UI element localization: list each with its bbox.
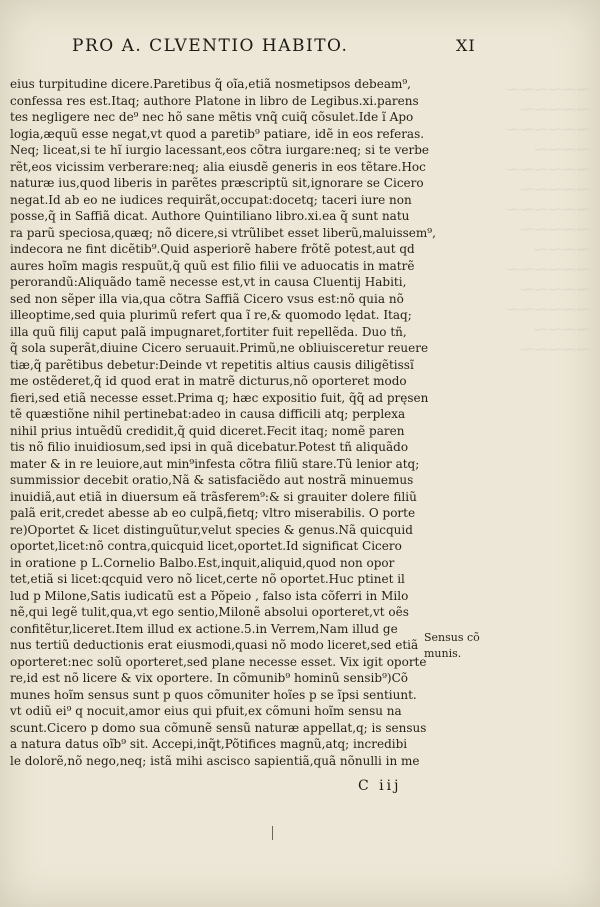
text-line: palã erit,credet abesse ab eo culpã,fietq; vltro miserabilis. O porte (10, 506, 416, 520)
body-text (10, 76, 436, 769)
text-line: tes negligere nec de⁹ nec hõ sane mẽtis vnq̃ cuiq̃ cõsulet.Ide ĩ Apo (10, 110, 414, 124)
text-line: a natura datus oĩb⁹ sit. Accepi,inq̃t,Põtifices magnũ,atq; incredibi (10, 737, 408, 751)
text-line: inuidiã,aut etiã in diuersum eã trãsferem⁹:& si grauiter dolere filiũ (10, 489, 417, 504)
ink-mark (272, 826, 273, 840)
text-line: tiæ,q̃ parẽtibus debetur:Deinde vt repetitis altius causis diligẽtissĩ (10, 357, 414, 372)
text-line: aures hoĩm magis respuũt,q̃ quũ est filio filii ve aduocatis in matrẽ (10, 258, 415, 273)
text-line: indecora ne fint dicẽtib⁹.Quid asperiorẽ habere frõtẽ potest,aut qd (10, 242, 415, 256)
folio-number: XI (456, 36, 476, 55)
text-line: q̃ sola superãt,diuine Cicero seruauit.Primũ,ne obliuisceretur reuere (10, 341, 429, 355)
text-line: re,id est nõ licere & vix oportere. In cõmunib⁹ hominũ sensib⁹)Cõ (10, 671, 408, 685)
margin-note (424, 630, 484, 662)
text-line: tẽ quæstiõne nihil pertinebat:adeo in causa difficili atq; perplexa (10, 407, 406, 421)
text-line: eius turpitudine dicere.Paretibus q̃ oĩa,etiã nosmetipsos debeam⁹, (10, 77, 411, 91)
margin-note-line: munis. (424, 647, 462, 660)
text-line: posse,q̃ in Saffiã dicat. Authore Quintiliano libro.xi.ea q̃ sunt natu (10, 209, 410, 223)
text-line: fieri,sed etiã necesse esset.Prima q; hæc expositio fuit, q̃q̃ ad pręsen (10, 390, 429, 405)
text-line: vt odiũ ei⁹ q nocuit,amor eius qui pfuit,ex cõmuni hoĩm sensu na (10, 704, 402, 718)
text-line: oportet,licet:nõ contra,quicquid licet,oportet.Id significat Cicero (10, 539, 402, 553)
text-line: rẽt,eos vicissim verberare:neq; alia eiusdẽ generis in eos tẽtare.Hoc (10, 159, 426, 174)
text-line: tet,etiã si licet:qcquid vero nõ licet,certe nõ oportet.Huc ptinet il (10, 572, 405, 586)
text-line: Neq; liceat,si te hĩ iurgio lacessant,eos cõtra iurgare:neq; si te verbe (10, 143, 429, 157)
text-line: summissior decebit oratio,Nã & satisfaciẽdo aut nostrã minuemus (10, 473, 414, 487)
text-line: le dolorẽ,nõ nego,neq; istã mihi ascisco sapientiã,quã nõnulli in me (10, 753, 420, 768)
text-line: negat.Id ab eo ne iudices requirãt,occupat:docetq; taceri iure non (10, 192, 412, 207)
text-line: confitẽtur,liceret.Item illud ex actione.5.in Verrem,Nam illud ge (10, 621, 398, 636)
text-line: in oratione p L.Cornelio Balbo.Est,inquit,aliquid,quod non opor (10, 555, 395, 570)
text-line: nẽ,qui legẽ tulit,qua,vt ego sentio,Milonẽ absolui oporteret,vt oẽs (10, 605, 409, 619)
text-line: lud p Milone,Satis iudicatũ est a Põpeio , falso ista cõferri in Milo (10, 588, 409, 603)
text-line: oporteret:nec solũ oporteret,sed plane necesse esset. Vix igit oporte (10, 654, 427, 669)
text-line: illeoptime,sed quia plurimũ refert qua ĩ re,& quomodo lędat. Itaq; (10, 308, 412, 322)
text-line: mater & in re leuiore,aut min⁹infesta cõtra filiũ stare.Tũ lenior atq; (10, 456, 420, 471)
text-line: tis nõ filio inuidiosum,sed ipsi in quã dicebatur.Potest tñ aliquãdo (10, 440, 409, 454)
text-line: naturæ ius,quod liberis in parẽtes præscriptũ sit,ignorare se Cicero (10, 176, 424, 190)
show-through-shadow: ⁓⁓⁓⁓⁓⁓ ⁓⁓⁓⁓⁓ ⁓⁓⁓⁓⁓⁓ ⁓⁓⁓⁓ ⁓⁓⁓⁓⁓⁓ ⁓⁓⁓⁓⁓ ⁓⁓⁓⁓⁓⁓ ⁓⁓⁓⁓⁓ ⁓⁓⁓⁓ ⁓⁓⁓⁓⁓⁓ ⁓⁓⁓⁓⁓ ⁓⁓⁓⁓⁓⁓ ⁓⁓⁓⁓ ⁓⁓⁓⁓⁓ (506, 82, 590, 358)
text-line: me ostẽderet,q̃ id quod erat in matrẽ dicturus,nõ oporteret modo (10, 374, 407, 388)
text-line: sed non sẽper illa via,qua cõtra Saffiã Cicero vsus est:nõ quia nõ (10, 291, 404, 306)
signature-mark: C iij (358, 778, 402, 794)
text-line: re)Oportet & licet distinguũtur,velut species & genus.Nã quicquid (10, 522, 413, 537)
text-line: ra parũ speciosa,quæq; nõ dicere,si vtrũlibet esset liberũ,maluissem⁹, (10, 225, 436, 240)
running-title: PRO A. CLVENTIO HABITO. (72, 36, 349, 56)
text-line: confessa res est.Itaq; authore Platone in libro de Legibus.xi.parens (10, 93, 419, 108)
text-line: munes hoĩm sensus sunt p quos cõmuniter hoĩes p se ĩpsi sentiunt. (10, 687, 417, 702)
text-line: logia,æquũ esse negat,vt quod a paretib⁹ patiare, idẽ in eos referas. (10, 126, 425, 141)
text-line: scunt.Cicero p domo sua cõmunẽ sensũ naturæ appellat,q; is sensus (10, 720, 427, 735)
text-line: nus tertiũ deductionis erat eiusmodi,quasi nõ modo liceret,sed etiã (10, 638, 419, 652)
text-line: perorandũ:Aliquãdo tamẽ necesse est,vt in causa Cluentij Habiti, (10, 275, 407, 289)
text-line: nihil prius intuẽdũ credidit,q̃ quid diceret.Fecit itaq; nomẽ paren (10, 423, 405, 438)
text-line: illa quũ filij caput palã impugnaret,fortiter fuit repellẽda. Duo tñ, (10, 324, 407, 339)
margin-note-line: Sensus cõ (424, 631, 480, 644)
